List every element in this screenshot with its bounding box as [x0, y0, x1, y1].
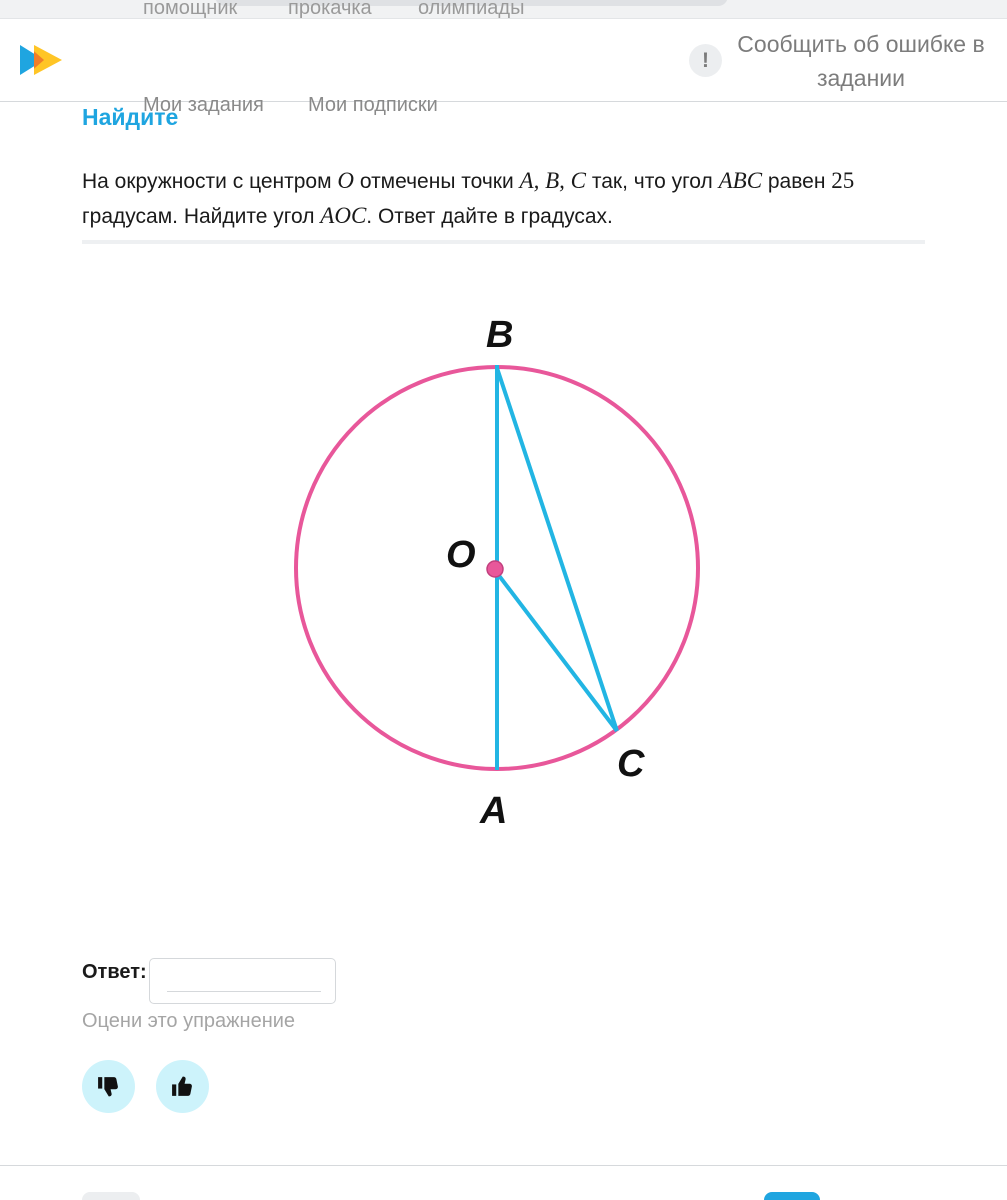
- center-point: [487, 561, 503, 577]
- like-button[interactable]: [156, 1060, 209, 1113]
- label-b: B: [486, 314, 514, 356]
- segment-bc: [497, 368, 617, 731]
- nav-item-training[interactable]: прокачка: [288, 0, 372, 19]
- footer-divider: [0, 1165, 1007, 1166]
- thumbs-up-icon: [170, 1074, 195, 1099]
- task-heading: Найдите: [82, 104, 179, 130]
- problem-statement: На окружности с центром O отмечены точки A, B, C так, что угол ABC равен 25 градусам. Найдите угол AOC. Ответ дайте в градусах.: [82, 168, 855, 228]
- dislike-button[interactable]: [82, 1060, 135, 1113]
- segment-oc: [497, 573, 617, 731]
- report-error-link[interactable]: Сообщить об ошибке в задании: [737, 31, 985, 91]
- previous-button[interactable]: [82, 1192, 140, 1200]
- nav-item-my-subscriptions[interactable]: Мои подписки: [308, 94, 438, 116]
- answer-input-underline: [167, 991, 321, 992]
- label-c: C: [617, 743, 645, 785]
- answer-label: Ответ:: [82, 961, 147, 983]
- nav-item-helper[interactable]: помощник: [143, 0, 238, 19]
- report-error-icon[interactable]: !: [689, 44, 722, 77]
- thumbs-down-icon: [96, 1074, 121, 1099]
- nav-item-my-tasks[interactable]: Мои задания: [143, 94, 264, 116]
- label-a: A: [480, 790, 508, 832]
- rate-prompt: Оцени это упражнение: [82, 1010, 296, 1032]
- label-o: O: [446, 534, 476, 576]
- answer-input[interactable]: [149, 958, 336, 1004]
- next-button[interactable]: [764, 1192, 820, 1200]
- nav-item-olympiads[interactable]: олимпиады: [418, 0, 525, 19]
